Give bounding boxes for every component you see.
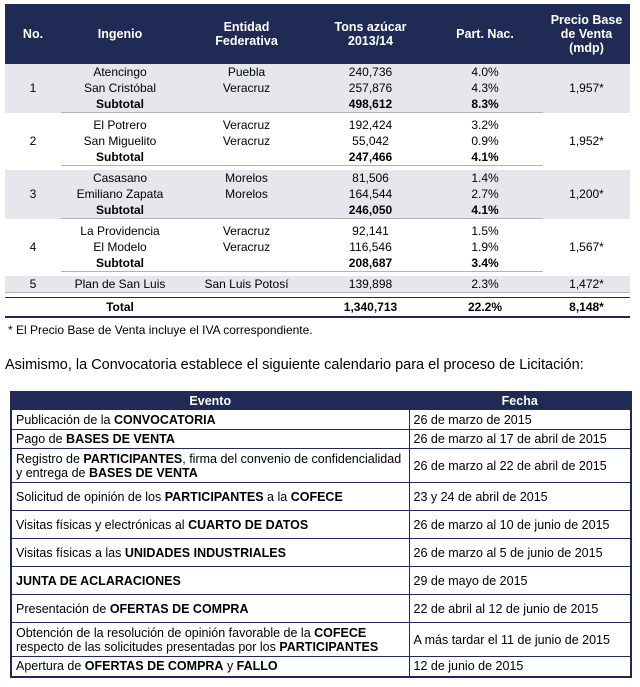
total-share: 22.2%: [427, 298, 543, 318]
mill-tons: 92,141: [314, 223, 427, 239]
event-text: Pago de: [16, 432, 67, 446]
event-keyword: OFERTAS DE COMPRA: [109, 601, 249, 616]
calendar-event: [11, 657, 409, 677]
header-part: Part. Nac.: [427, 4, 543, 64]
calendar-row: [11, 410, 631, 430]
mill-tons: 192,424: [314, 117, 427, 133]
event-keyword: JUNTA DE ACLARACIONES: [16, 573, 181, 588]
calendar-row: [11, 623, 631, 657]
subtotal-label: Subtotal: [61, 202, 179, 219]
subtotal-label: Subtotal: [61, 255, 179, 272]
subtotal-label: Subtotal: [61, 149, 179, 166]
sugar-mills-table: [5, 4, 630, 318]
mill-share: 1.4%: [427, 170, 543, 186]
mill-name: San Miguelito: [61, 133, 179, 149]
event-text: Visitas físicas a las: [16, 545, 125, 560]
calendar-row: [11, 511, 631, 539]
header-no: No.: [5, 4, 61, 64]
header-ingenio: Ingenio: [61, 4, 179, 64]
calendar-table: [10, 391, 632, 678]
calendar-date: 12 de junio de 2015: [409, 657, 631, 677]
header-evento: Evento: [11, 392, 409, 410]
mill-state: Morelos: [179, 170, 314, 186]
subtotal-tons: 247,466: [314, 149, 427, 166]
mill-base-price: 1,472*: [543, 276, 630, 293]
mill-tons: 139,898: [314, 276, 427, 293]
mill-state: Puebla: [179, 64, 314, 80]
mill-base-price: 1,567*: [543, 223, 630, 272]
mill-base-price: 1,957*: [543, 64, 630, 113]
event-text: Registro de: [16, 451, 84, 466]
total-row: [5, 298, 630, 318]
event-text: Presentación de: [16, 601, 110, 616]
calendar-row: [11, 567, 631, 595]
calendar-body: [11, 410, 631, 677]
mill-group-number: 3: [5, 170, 61, 219]
mill-tons: 55,042: [314, 133, 427, 149]
calendar-event: [11, 483, 409, 511]
mill-group-number: 4: [5, 223, 61, 272]
calendar-event: [11, 623, 409, 657]
calendar-date: 26 de marzo de 2015: [409, 410, 631, 430]
mill-state: San Luis Potosí: [179, 276, 314, 293]
mill-group-number: 1: [5, 64, 61, 113]
calendar-event: [11, 567, 409, 595]
event-keyword: FALLO: [236, 659, 278, 674]
mill-share: 4.0%: [427, 64, 543, 80]
mill-name: San Cristóbal: [61, 80, 179, 96]
total-label: Total: [61, 298, 179, 318]
event-keyword: PARTICIPANTES: [279, 639, 379, 654]
calendar-event: [11, 595, 409, 623]
event-keyword: BASES DE VENTA: [66, 432, 175, 446]
subtotal-tons: 498,612: [314, 96, 427, 113]
table-row: [5, 80, 630, 96]
event-keyword: OFERTAS DE COMPRA: [84, 659, 224, 674]
mill-share: 1.9%: [427, 239, 543, 255]
mill-name: Atencingo: [61, 64, 179, 80]
calendar-header-row: [11, 392, 631, 410]
table-row: [5, 186, 630, 202]
mill-tons: 257,876: [314, 80, 427, 96]
subtotal-row: [5, 149, 630, 166]
total-empty-no: [5, 298, 61, 318]
event-keyword: PARTICIPANTES: [83, 451, 183, 466]
mill-state: Veracruz: [179, 80, 314, 96]
calendar-event: [11, 410, 409, 430]
mill-tons: 164,544: [314, 186, 427, 202]
subtotal-row: [5, 202, 630, 219]
mill-state: Veracruz: [179, 133, 314, 149]
subtotal-empty-cell: [179, 96, 314, 113]
footnote: * El Precio Base de Venta incluye el IVA correspondiente.: [8, 323, 313, 337]
calendar-intro-paragraph: Asimismo, la Convocatoria establece el siguiente calendario para el proceso de Licitación:: [5, 357, 584, 373]
event-text: Apertura de: [16, 659, 85, 674]
mill-group-number: 2: [5, 117, 61, 166]
event-keyword: CONVOCATORIA: [113, 412, 216, 427]
mill-share: 4.3%: [427, 80, 543, 96]
calendar-date: 29 de mayo de 2015: [409, 567, 631, 595]
total-empty-state: [179, 298, 314, 318]
mill-name: El Modelo: [61, 239, 179, 255]
calendar-row: [11, 483, 631, 511]
event-keyword: PARTICIPANTES: [164, 489, 264, 504]
header-precio: Precio Base de Venta (mdp): [543, 4, 630, 64]
mill-state: Veracruz: [179, 117, 314, 133]
event-text: Publicación de la: [16, 412, 114, 427]
subtotal-tons: 208,687: [314, 255, 427, 272]
calendar-row: [11, 430, 631, 449]
mill-state: Veracruz: [179, 223, 314, 239]
header-fecha: Fecha: [409, 392, 631, 410]
mill-group-number: 5: [5, 276, 61, 293]
header-entidad: Entidad Federativa: [179, 4, 314, 64]
mill-tons: 116,546: [314, 239, 427, 255]
subtotal-empty-cell: [179, 202, 314, 219]
table-row: [5, 170, 630, 186]
mill-share: 2.3%: [427, 276, 543, 293]
subtotal-share: 8.3%: [427, 96, 543, 113]
subtotal-share: 4.1%: [427, 202, 543, 219]
calendar-row: [11, 595, 631, 623]
subtotal-empty-cell: [179, 255, 314, 272]
table-row: [5, 276, 630, 293]
calendar-date: 22 de abril al 12 de junio de 2015: [409, 595, 631, 623]
mill-name: Plan de San Luis: [61, 276, 179, 293]
event-keyword: BASES DE VENTA: [88, 465, 198, 480]
mill-share: 3.2%: [427, 117, 543, 133]
calendar-event: [11, 539, 409, 567]
calendar-row: [11, 539, 631, 567]
mill-state: Veracruz: [179, 239, 314, 255]
subtotal-row: [5, 255, 630, 272]
mill-name: Emiliano Zapata: [61, 186, 179, 202]
table-row: [5, 239, 630, 255]
calendar-event: [11, 430, 409, 449]
calendar-date: 26 de marzo al 22 de abril de 2015: [409, 449, 631, 483]
event-keyword: COFECE: [314, 625, 367, 640]
mill-base-price: 1,952*: [543, 117, 630, 166]
subtotal-label: Subtotal: [61, 96, 179, 113]
mill-name: La Providencia: [61, 223, 179, 239]
event-keyword: UNIDADES INDUSTRIALES: [124, 545, 286, 560]
calendar-date: A más tardar el 11 de junio de 2015: [409, 623, 631, 657]
calendar-date: 26 de marzo al 5 de junio de 2015: [409, 539, 631, 567]
table-row: [5, 223, 630, 239]
mill-tons: 240,736: [314, 64, 427, 80]
sugar-mills-body: [5, 64, 630, 317]
subtotal-tons: 246,050: [314, 202, 427, 219]
table-row: [5, 64, 630, 80]
event-keyword: COFECE: [290, 489, 343, 504]
calendar-row: [11, 657, 631, 677]
mill-share: 2.7%: [427, 186, 543, 202]
mill-share: 1.5%: [427, 223, 543, 239]
calendar-event: [11, 511, 409, 539]
calendar-date: 26 de marzo al 10 de junio de 2015: [409, 511, 631, 539]
total-tons: 1,340,713: [314, 298, 427, 318]
mill-name: El Potrero: [61, 117, 179, 133]
table-header-row: [5, 4, 630, 64]
calendar-date: 26 de marzo al 17 de abril de 2015: [409, 430, 631, 449]
calendar-date: 23 y 24 de abril de 2015: [409, 483, 631, 511]
subtotal-share: 4.1%: [427, 149, 543, 166]
event-text: , firma del convenio de confidencialidad y entrega de: [16, 451, 402, 480]
event-text: Solicitud de opinión de los: [16, 489, 165, 504]
event-keyword: CUARTO DE DATOS: [188, 517, 309, 532]
event-text: y: [223, 659, 237, 674]
event-text: Obtención de la resolución de opinión favorable de la: [16, 625, 315, 640]
total-price: 8,148*: [543, 298, 630, 318]
table-row: [5, 117, 630, 133]
subtotal-row: [5, 96, 630, 113]
calendar-row: [11, 449, 631, 483]
mill-state: Morelos: [179, 186, 314, 202]
calendar-event: [11, 449, 409, 483]
event-text: a la: [263, 489, 291, 504]
mill-tons: 81,506: [314, 170, 427, 186]
table-row: [5, 133, 630, 149]
mill-share: 0.9%: [427, 133, 543, 149]
header-tons: Tons azúcar 2013/14: [314, 4, 427, 64]
subtotal-empty-cell: [179, 149, 314, 166]
mill-name: Casasano: [61, 170, 179, 186]
event-text: respecto de las solicitudes presentadas por los: [16, 639, 280, 654]
mill-base-price: 1,200*: [543, 170, 630, 219]
subtotal-share: 3.4%: [427, 255, 543, 272]
event-text: Visitas físicas y electrónicas al: [16, 517, 189, 532]
